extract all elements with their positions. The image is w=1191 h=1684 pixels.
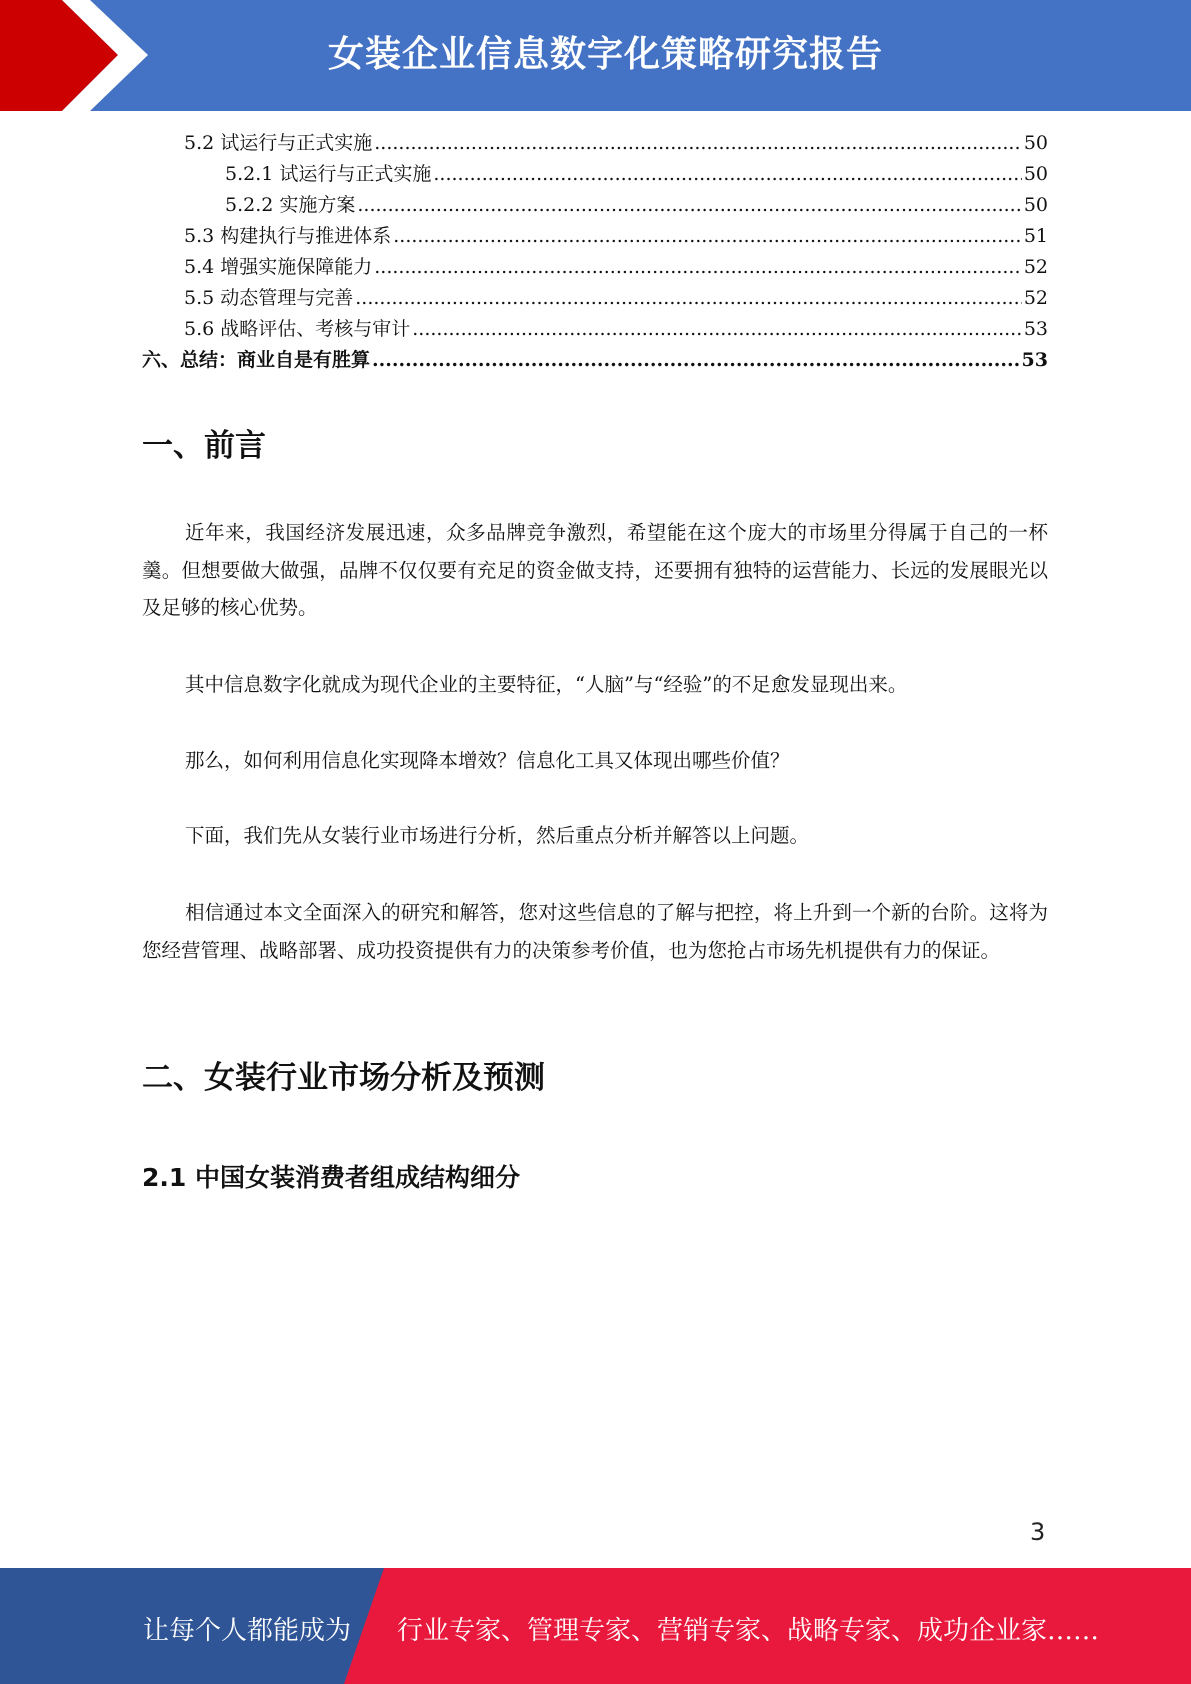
toc-entry[interactable] (142, 128, 1048, 159)
toc-entry-label: 5.6 战略评估、考核与审计 (184, 318, 411, 340)
toc-entry-page: 53 (1021, 349, 1048, 371)
toc-entry-page: 51 (1023, 225, 1048, 247)
section-heading-preface: 一、前言 (142, 428, 266, 464)
toc-dot-leader (355, 283, 1022, 314)
footer-banner (0, 1568, 1191, 1684)
toc-entry-label: 5.2.2 实施方案 (225, 194, 356, 216)
subsection-heading: 2.1 中国女装消费者组成结构细分 (142, 1163, 520, 1192)
toc-entry-label: 5.4 增强实施保障能力 (184, 256, 373, 278)
toc-entry[interactable] (142, 345, 1048, 376)
paragraph: 那么，如何利用信息化实现降本增效？信息化工具又体现出哪些价值？ (185, 749, 790, 772)
toc-entry-page: 50 (1023, 194, 1048, 216)
toc-dot-leader (433, 159, 1021, 190)
toc-entry-page: 53 (1023, 318, 1048, 340)
toc-entry[interactable] (142, 283, 1048, 314)
header-banner (0, 0, 1191, 111)
toc-entry-label: 5.5 动态管理与完善 (184, 287, 354, 309)
paragraph: 下面，我们先从女装行业市场进行分析，然后重点分析并解答以上问题。 (185, 824, 810, 847)
toc-entry-label: 5.3 构建执行与推进体系 (184, 225, 392, 247)
toc-entry-label: 5.2 试运行与正式实施 (184, 132, 373, 154)
toc-dot-leader (412, 314, 1022, 345)
toc-entry[interactable] (142, 159, 1048, 190)
toc-entry[interactable] (142, 314, 1048, 345)
paragraph: 其中信息数字化就成为现代企业的主要特征，“人脑”与“经验”的不足愈发显现出来。 (185, 673, 908, 696)
toc-entry-label: 5.2.1 试运行与正式实施 (225, 163, 432, 185)
toc-dot-leader (357, 190, 1021, 221)
toc-entry[interactable] (142, 190, 1048, 221)
toc-entry-page: 52 (1023, 256, 1048, 278)
toc-entry-page: 50 (1023, 132, 1048, 154)
report-title: 女装企业信息数字化策略研究报告 (327, 34, 883, 75)
section-heading-market-analysis: 二、女装行业市场分析及预测 (142, 1060, 545, 1096)
page-number: 3 (1030, 1518, 1046, 1546)
toc-entry-page: 52 (1023, 287, 1048, 309)
footer-slogan-right: 行业专家、管理专家、营销专家、战略专家、成功企业家…… (397, 1616, 1100, 1646)
toc-entry[interactable] (142, 221, 1048, 252)
table-of-contents (142, 128, 1048, 376)
toc-dot-leader (374, 128, 1022, 159)
toc-dot-leader (372, 345, 1020, 376)
toc-dot-leader (374, 252, 1022, 283)
toc-dot-leader (393, 221, 1022, 252)
toc-entry[interactable] (142, 252, 1048, 283)
footer-slogan-left: 让每个人都能成为 (143, 1616, 352, 1646)
toc-entry-label: 六、总结：商业自是有胜算 (142, 349, 371, 371)
paragraph: 近年来，我国经济发展迅速，众多品牌竞争激烈，希望能在这个庞大的市场里分得属于自己的一杯羹。但想要做大做强，品牌不仅仅要有充足的资金做支持，还要拥有独特的运营能力、长远的发展眼光以及足够的核心优势。 (142, 521, 1048, 619)
toc-entry-page: 50 (1023, 163, 1048, 185)
paragraph: 相信通过本文全面深入的研究和解答，您对这些信息的了解与把控，将上升到一个新的台阶。这将为您经营管理、战略部署、成功投资提供有力的决策参考价值，也为您抢占市场先机提供有力的保证。 (142, 901, 1048, 962)
